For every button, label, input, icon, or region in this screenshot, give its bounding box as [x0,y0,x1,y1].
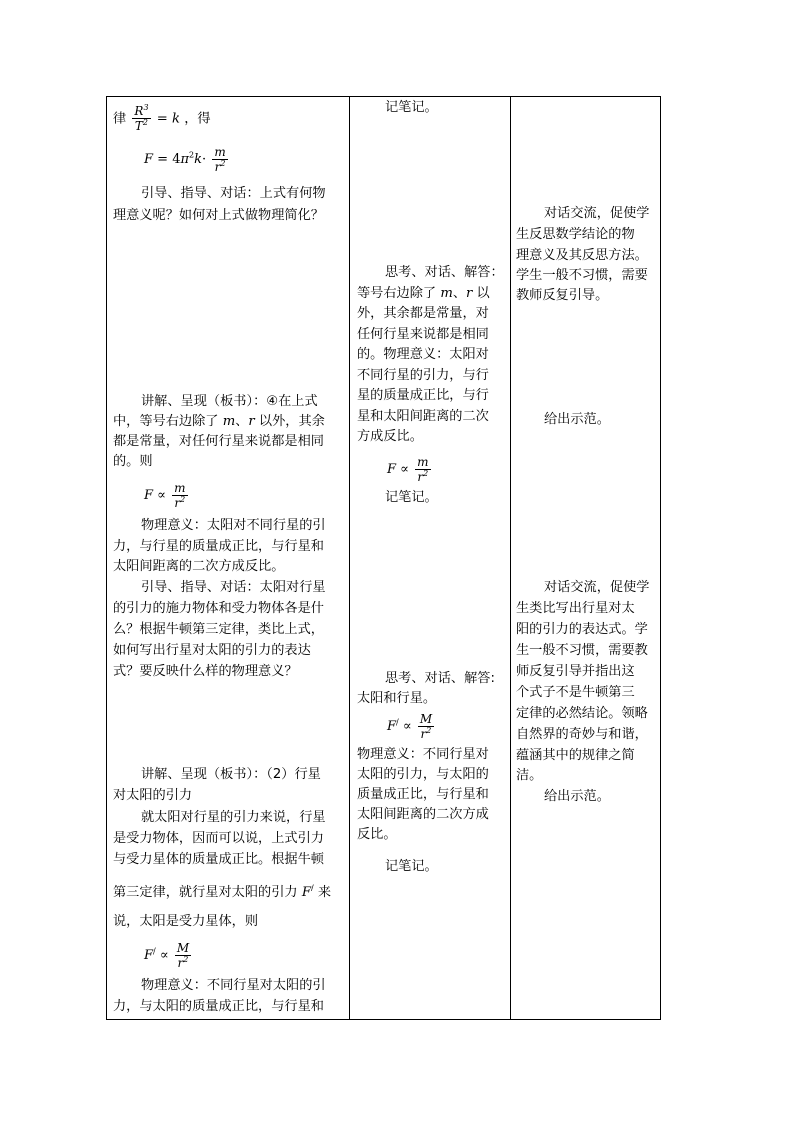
paragraph-line: 的引力的施力物体和受力物体各是什 [113,601,324,616]
paragraph-line: 不同行星的引力，与行 [357,368,489,383]
paragraph-line: 对话交流，促使学 [544,206,650,221]
paragraph-line: 都是常量，对任何行星来说都是相同 [113,434,324,449]
paragraph-line: 力，与行星的质量成正比，与行星和 [113,539,324,554]
paragraph-line: 记笔记。 [385,859,438,874]
paragraph-line: 与受力星体的质量成正比。根据牛顿 [113,852,324,867]
paragraph-line: 记笔记。 [385,100,438,115]
text-prefix: 律 [113,111,127,127]
paragraph-line: 的。物理意义：太阳对 [357,347,489,362]
paragraph-line: 方成反比。 [357,429,423,444]
paragraph-line: 自然界的奇妙与和谐， [516,727,648,742]
paragraph-line: 思考、对话、解答： [385,265,504,280]
paragraph-line: 理意义及其反思方法。 [516,248,648,263]
kepler-law-line: 律 $\frac{R^3}{T^2}$ = k ，得 [113,103,211,133]
paragraph-line: 对话交流，促使学 [544,580,650,595]
paragraph-line: 记笔记。 [385,490,438,505]
paragraph-line: 给出示范。 [544,412,610,427]
column-divider-2 [510,97,511,1019]
paragraph-line: 讲解、呈现（板书）：（2）行星 [141,767,321,782]
paragraph-line: 太阳间距离的二次方成反比。 [113,559,285,574]
formula-f-4pi2k: $F = 4\pi^2k\cdot$ $\frac{m}{r^2}$ [144,145,226,174]
paragraph-line: 是受力物体，因而可以说，上式引力 [113,831,324,846]
paragraph-line: 反比。 [357,827,397,842]
formula-fprime-prop-M-r2: F/ ∝ $\frac{M}{r^2}$ [144,941,190,970]
column-divider-1 [349,97,350,1019]
paragraph-line: 质量成正比，与行星和 [357,787,489,802]
paragraph-line: 学生一般不习惯，需要 [516,268,648,283]
paragraph-line: 等号右边除了 m、r 以 [357,286,490,301]
paragraph-line: 对太阳的引力 [113,788,193,803]
paragraph-line: 太阳和行星。 [357,691,437,706]
paragraph-line: 洁。 [516,768,543,783]
paragraph-line: 讲解、呈现（板书）：④在上式 [141,394,318,409]
paragraph-line: 太阳间距离的二次方成 [357,807,489,822]
paragraph-line: 引导、指导、对话：太阳对行星 [141,580,326,595]
paragraph-line: 个式子不是牛顿第三 [516,685,635,700]
paragraph-line: 星和太阳间距离的二次 [357,409,489,424]
paragraph-line: 定律的必然结论。领略 [516,706,648,721]
paragraph-line: 第三定律，就行星对太阳的引力 F/ 来 [113,883,332,900]
paragraph-line: 就太阳对行星的引力来说，行星 [141,810,326,825]
paragraph-line: 说，太阳是受力星体，则 [113,914,259,929]
paragraph-line: 么？根据牛顿第三定律，类比上式， [113,622,324,637]
paragraph-line: 蕴涵其中的规律之简 [516,748,635,763]
paragraph-line: 力，与太阳的质量成正比，与行星和 [113,999,324,1014]
paragraph-line: 教师反复引导。 [516,288,609,303]
formula-f-prop-m-r2: F ∝ $\frac{m}{r^2}$ [144,481,186,510]
paragraph-line: 的。则 [113,454,153,469]
paragraph-line: 太阳的引力，与太阳的 [357,767,489,782]
paragraph-line: 引导、指导、对话：上式有何物 [141,186,326,201]
formula-fprime-prop-M-r2: F/ ∝ $\frac{M}{r^2}$ [387,712,433,741]
paragraph-line: 物理意义：太阳对不同行星的引 [141,518,326,533]
paragraph-line: 思考、对话、解答: [385,671,495,686]
paragraph-line: 外，其余都是常量，对 [357,306,489,321]
paragraph-line: 式？要反映什么样的物理意义？ [113,664,298,679]
formula-f-prop-m-r2: F ∝ $\frac{m}{r^2}$ [387,455,429,484]
paragraph-line: 中，等号右边除了 m、r 以外，其余 [113,414,325,429]
paragraph-line: 生类比写出行星对太 [516,601,635,616]
paragraph-line: 如何写出行星对太阳的引力的表达 [113,643,311,658]
paragraph-line: 星的质量成正比，与行 [357,388,489,403]
paragraph-line: 生反思数学结论的物 [516,227,635,242]
paragraph-line: 阳的引力的表达式。学 [516,622,648,637]
paragraph-line: 师反复引导并指出这 [516,664,635,679]
paragraph-line: 生一般不习惯，需要教 [516,643,648,658]
paragraph-line: 物理意义：不同行星对太阳的引 [141,978,326,993]
paragraph-line: 给出示范。 [544,789,610,804]
paragraph-line: 物理意义：不同行星对 [357,747,489,762]
paragraph-line: 任何行星来说都是相同 [357,327,489,342]
paragraph-line: 理意义呢？如何对上式做物理简化？ [113,208,324,223]
fraction-r3-t2: $\frac{R^3}{T^2}$ [134,103,149,133]
